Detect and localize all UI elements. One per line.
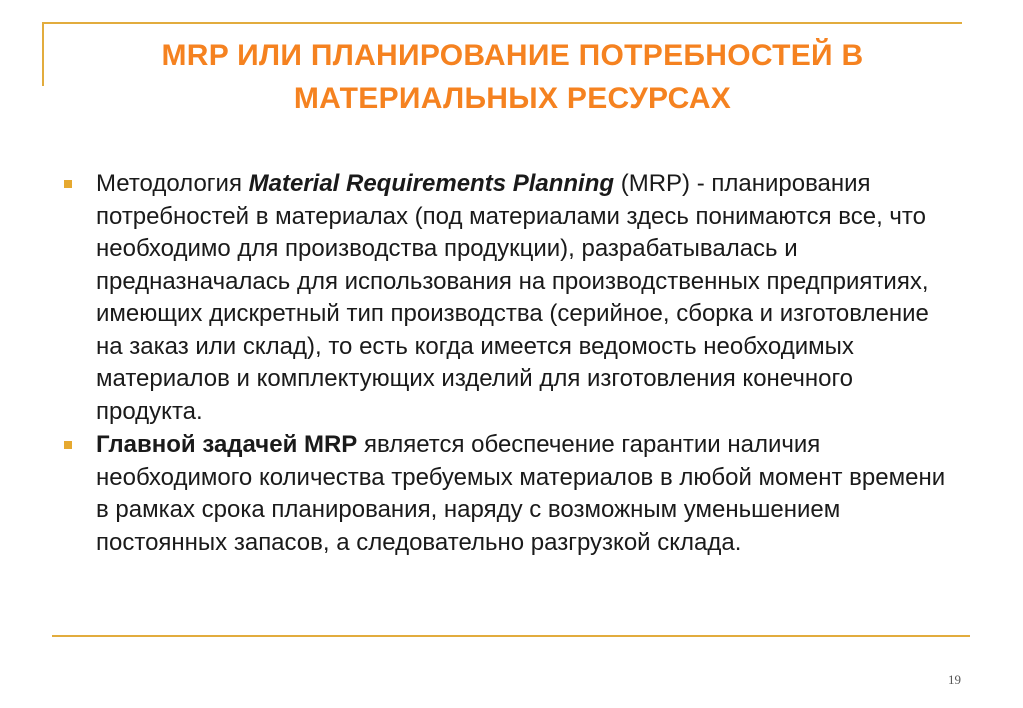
bullet-1-emphasis: Material Requirements Planning xyxy=(248,170,615,197)
bullet-list xyxy=(62,168,962,560)
page-number: 19 xyxy=(948,672,961,687)
slide-title-line-2: МАТЕРИАЛЬНЫХ РЕСУРСАХ xyxy=(293,82,732,115)
bullet-2-emphasis: Главной задачей MRP xyxy=(96,431,358,458)
slide-title-line-1: MRP ИЛИ ПЛАНИРОВАНИЕ ПОТРЕБНОСТЕЙ В xyxy=(161,39,864,72)
bullet-1-lead: Методология xyxy=(96,170,249,197)
bullet-item-methodology xyxy=(62,168,962,428)
top-rule xyxy=(42,22,962,24)
bullet-1-text: (MRP) - планирования потребностей в материалах (под материалами здесь понимаются все, что необходимо для производства продукции), разрабатывалась и предназначалась для использования на производственных предприятиях, имеющих дискретный тип производства (серийное, сборка и изготовление на заказ или склад), то есть когда имеется ведомость необходимых материалов и комплектующих изделий для изготовления конечного продукта. xyxy=(96,170,929,425)
slide-title xyxy=(70,34,955,120)
bullet-item-main-task xyxy=(62,429,962,559)
bullet-2-text: является обеспечение гарантии наличия необходимого количества требуемых материалов в любой момент времени в рамках срока планирования, наряду с возможным уменьшением постоянных запасов, а следовательно разгрузкой склада. xyxy=(96,431,946,556)
square-bullet-icon xyxy=(64,180,72,188)
bottom-rule xyxy=(52,635,970,637)
square-bullet-icon xyxy=(64,441,72,449)
left-rule xyxy=(42,22,44,86)
